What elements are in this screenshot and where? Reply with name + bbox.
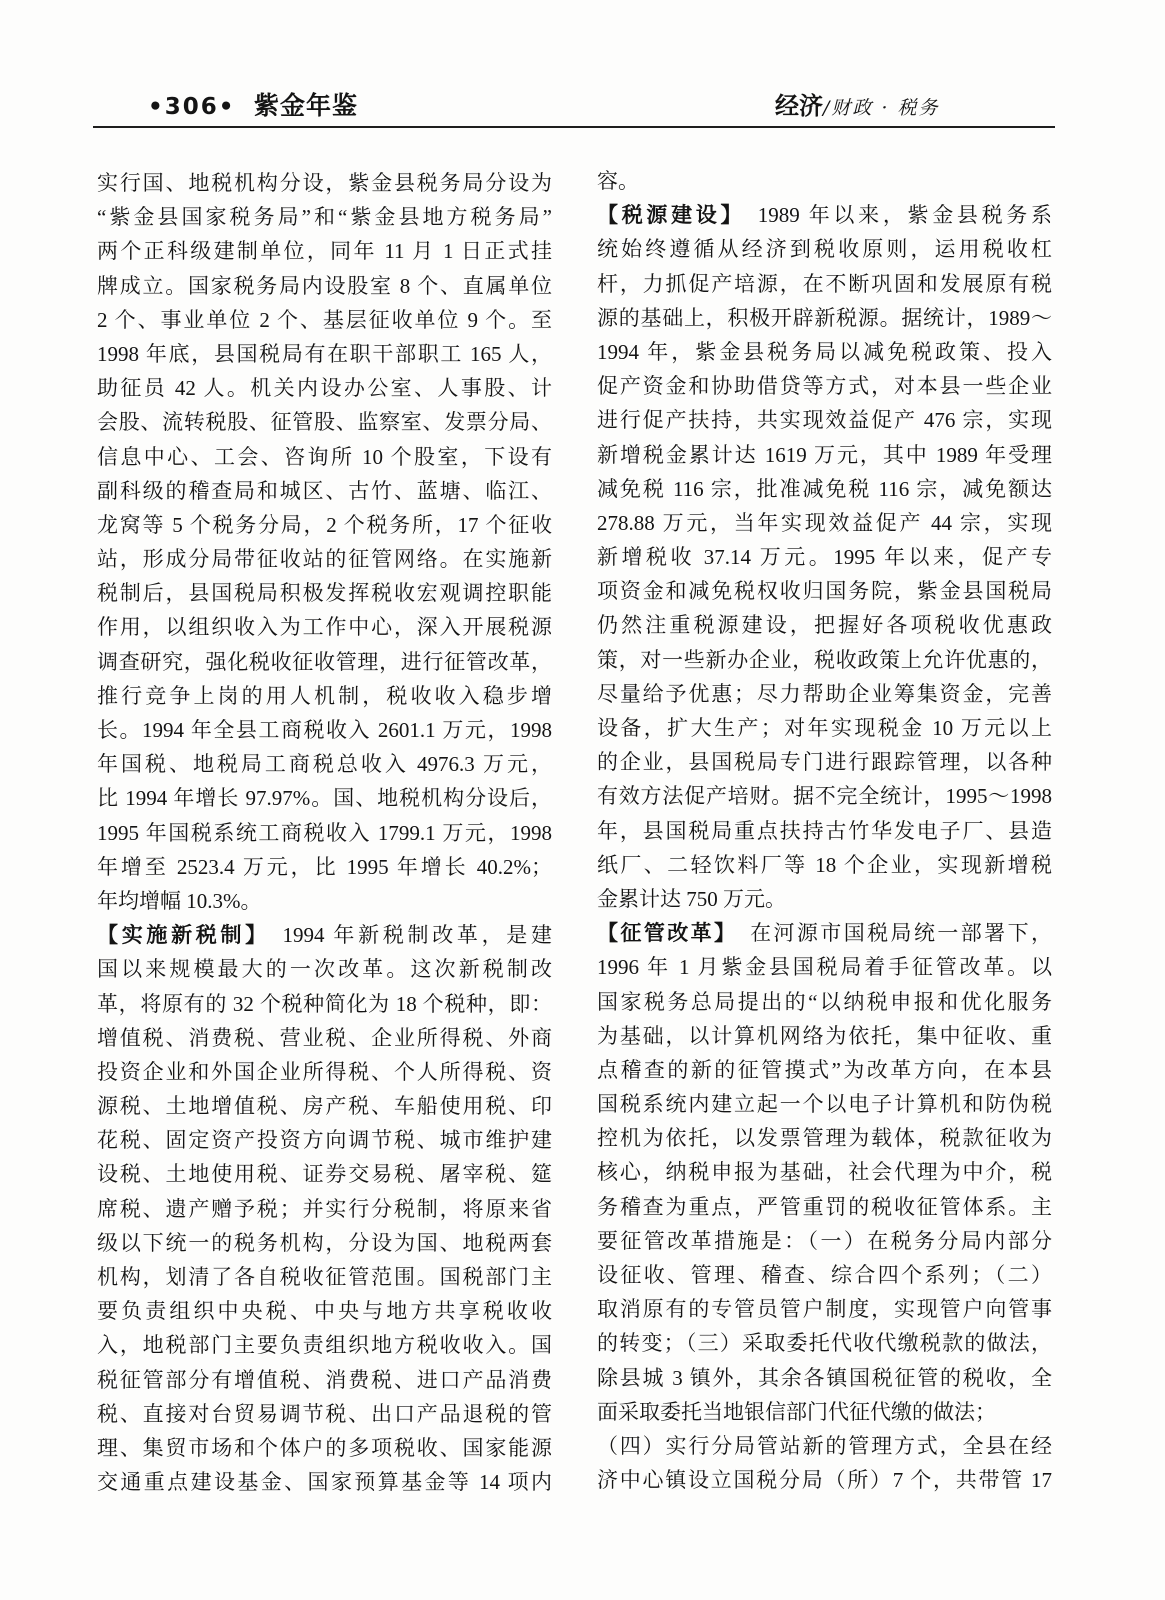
text-line: 比 1994 年增长 97.97%。国、地税机构分设后，	[97, 786, 552, 811]
text-line: 的转变；（三）采取委托代收代缴税款的做法，	[597, 1331, 1052, 1356]
text-line: 项资金和减免税权收归国务院，紫金县国税局	[597, 579, 1052, 604]
text-line: 控机为依托，以发票管理为载体，税款征收为	[597, 1126, 1052, 1151]
text-line: 的企业，县国税局专门进行跟踪管理，以各种	[597, 750, 1052, 775]
text-line: 国以来规模最大的一次改革。这次新税制改	[97, 957, 552, 982]
text-line: （四）实行分局管站新的管理方式，全县在经	[597, 1433, 1052, 1458]
page-number: •306•	[148, 94, 236, 120]
text-line: 龙窝等 5 个税务分局，2 个税务所，17 个征收	[97, 512, 552, 537]
text-line: 促产资金和协助借贷等方式，对本县一些企业	[597, 374, 1052, 399]
text-line: 1998 年底，县国税局有在职干部职工 165 人，	[97, 341, 552, 366]
text-line: 有效方法促产培财。据不完全统计，1995～1998	[597, 784, 1052, 809]
text-line: 交通重点建设基金、国家预算基金等 14 项内	[97, 1470, 552, 1495]
text-line: 面采取委托当地银信部门代征代缴的做法；	[597, 1399, 996, 1424]
text-line: 进行促产扶持，共实现效益促产 476 宗，实现	[597, 408, 1052, 433]
header-rule	[93, 126, 1055, 128]
paragraph-end-line: 容。	[597, 169, 639, 193]
book-title: 紫金年鉴	[254, 91, 359, 120]
left-column	[97, 166, 552, 1499]
text-line: 增值税、消费税、营业税、企业所得税、外商	[97, 1025, 552, 1050]
text-line: 设备，扩大生产；对年实现税金 10 万元以上	[597, 716, 1052, 740]
text-line: 策，对一些新办企业，税收政策上允许优惠的，	[597, 647, 1052, 672]
text-line: 牌成立。国家税务局内设股室 8 个、直属单位	[97, 273, 552, 298]
text-line: “紫金县国家税务局”和“紫金县地方税务局”	[97, 205, 552, 230]
text-line: 设征收、管理、稽查、综合四个系列；（二）	[597, 1263, 1052, 1287]
section-label	[775, 91, 940, 125]
text-line: 会股、流转税股、征管股、监察室、发票分局、	[97, 410, 552, 435]
text-line: 助征员 42 人。机关内设办公室、人事股、计	[97, 376, 552, 401]
text-line: 革，将原有的 32 个税种简化为 18 个税种，即：	[97, 991, 552, 1016]
heading-line-text: 1994 年新税制改革，是建	[282, 923, 552, 948]
text-line: 调查研究，强化税收征收管理，进行征管改革，	[97, 649, 552, 674]
text-line: 投资企业和外国企业所得税、个人所得税、资	[97, 1059, 552, 1084]
right-column	[597, 164, 1052, 1497]
paragraph-end-line: 年均增幅 10.3%。	[97, 888, 262, 913]
text-line: 统始终遵循从经济到税收原则，运用税收杠	[597, 237, 1052, 262]
text-line: 税、直接对台贸易调节税、出口产品退税的管	[97, 1401, 552, 1426]
text-line: 1994 年，紫金县税务局以减免税政策、投入	[597, 339, 1052, 364]
text-line: 年增至 2523.4 万元，比 1995 年增长 40.2%；	[97, 854, 552, 879]
text-line: 税征管部分有增值税、消费税、进口产品消费	[97, 1367, 552, 1392]
text-line	[597, 916, 1052, 950]
text-line: 两个正科级建制单位，同年 11 月 1 日正式挂	[97, 239, 552, 264]
text-line: 取消原有的专管员管户制度，实现管户向管事	[597, 1297, 1052, 1322]
text-line: 入，地税部门主要负责组织地方税收收入。国	[97, 1333, 552, 1358]
text-line: 设税、土地使用税、证券交易税、屠宰税、筵	[97, 1162, 552, 1187]
text-line: 点稽查的新的征管摸式”为改革方向，在本县	[597, 1057, 1052, 1082]
text-line: 核心，纳税申报为基础，社会代理为中介，税	[597, 1160, 1052, 1185]
text-line: 席税、遗产赠予税；并实行分税制，将原来省	[97, 1196, 552, 1221]
section-heading: 【征管改革】	[597, 921, 738, 946]
text-line: 务稽查为重点，严管重罚的税收征管体系。主	[597, 1194, 1052, 1219]
text-line: 站，形成分局带征收站的征管网络。在实施新	[97, 547, 552, 572]
section-heading: 【税源建设】	[597, 203, 746, 228]
text-line: 新增税金累计达 1619 万元，其中 1989 年受理	[597, 442, 1052, 467]
text-line: 要负责组织中央税、中央与地方共享税收收	[97, 1299, 552, 1324]
text-line: 除县城 3 镇外，其余各镇国税征管的税收，全	[597, 1365, 1052, 1390]
text-line: 国家税务总局提出的“以纳税申报和优化服务	[597, 989, 1052, 1014]
section-sub-label: /财政 · 税务	[823, 97, 940, 119]
text-line: 实行国、地税机构分设，紫金县税务局分设为	[97, 171, 552, 195]
text-line: 源税、土地增值税、房产税、车船使用税、印	[97, 1094, 552, 1119]
paragraph-end-line: 金累计达 750 万元。	[597, 886, 786, 911]
section-heading: 【实施新税制】	[97, 923, 270, 948]
text-line: 减免税 116 宗，批准减免税 116 宗，减免额达	[597, 476, 1052, 501]
text-line: 2 个、事业单位 2 个、基层征收单位 9 个。至	[97, 307, 552, 332]
text-line: 税制后，县国税局积极发挥税收宏观调控职能	[97, 581, 552, 606]
text-line: 纸厂、二轻饮料厂等 18 个企业，实现新增税	[597, 852, 1052, 877]
text-line: 年国税、地税局工商税总收入 4976.3 万元，	[97, 752, 552, 777]
text-line: 杆，力抓促产培源，在不断巩固和发展原有税	[597, 271, 1052, 296]
text-line: 副科级的稽查局和城区、古竹、蓝塘、临江、	[97, 478, 552, 503]
heading-line-text: 在河源市国税局统一部署下，	[750, 921, 1052, 946]
text-line	[597, 198, 1052, 232]
text-line: 新增税收 37.14 万元。1995 年以来，促产专	[597, 545, 1052, 570]
text-line: 信息中心、工会、咨询所 10 个股室，下设有	[97, 444, 552, 469]
text-line: 仍然注重税源建设，把握好各项税收优惠政	[597, 613, 1052, 638]
text-line: 国税系统内建立起一个以电子计算机和防伪税	[597, 1092, 1052, 1117]
text-line: 推行竞争上岗的用人机制，税收收入稳步增	[97, 683, 552, 708]
text-line: 为基础，以计算机网络为依托，集中征收、重	[597, 1023, 1052, 1048]
text-line	[97, 918, 552, 952]
text-line: 尽量给予优惠；尽力帮助企业筹集资金，完善	[597, 681, 1052, 706]
text-line: 源的基础上，积极开辟新税源。据统计，1989～	[597, 305, 1052, 330]
heading-line-text: 1989 年以来，紫金县税务系	[757, 203, 1052, 228]
text-line: 作用，以组织收入为工作中心，深入开展税源	[97, 615, 552, 640]
section-main-label: 经济	[775, 92, 823, 120]
text-line: 1996 年 1 月紫金县国税局着手征管改革。以	[597, 955, 1052, 980]
text-line: 要征管改革措施是：（一）在税务分局内部分	[597, 1228, 1052, 1253]
text-line: 年，县国税局重点扶持古竹华发电子厂、县造	[597, 818, 1052, 843]
text-line: 278.88 万元，当年实现效益促产 44 宗，实现	[597, 510, 1052, 535]
text-line: 机构，划清了各自税收征管范围。国税部门主	[97, 1265, 552, 1289]
text-line: 长。1994 年全县工商税收入 2601.1 万元，1998	[97, 718, 552, 742]
text-line: 济中心镇设立国税分局（所）7 个，共带管 17	[597, 1468, 1052, 1493]
text-line: 花税、固定资产投资方向调节税、城市维护建	[97, 1128, 552, 1153]
text-line: 1995 年国税系统工商税收入 1799.1 万元，1998	[97, 820, 552, 845]
text-line: 理、集贸市场和个体户的多项税收、国家能源	[97, 1435, 552, 1460]
text-line: 级以下统一的税务机构，分设为国、地税两套	[97, 1230, 552, 1255]
